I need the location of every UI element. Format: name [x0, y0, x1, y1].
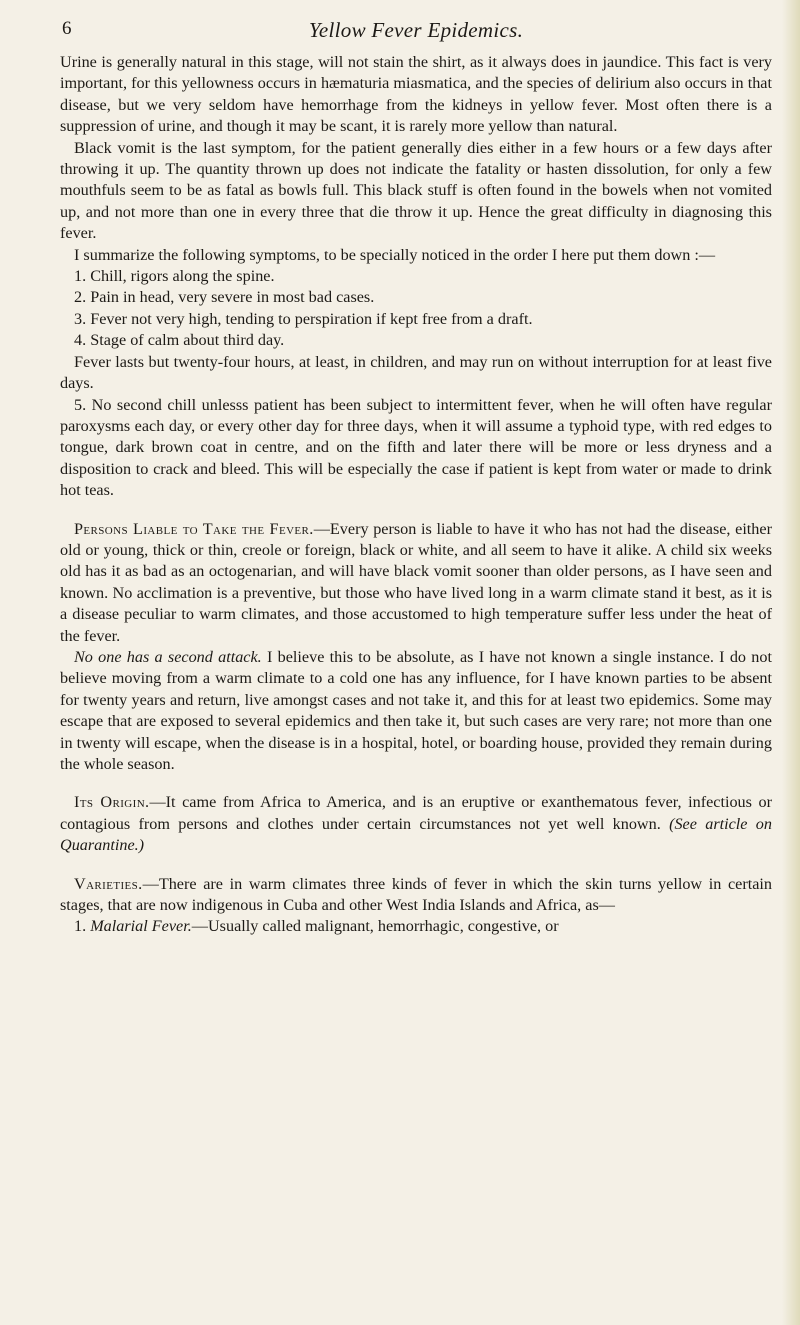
running-head: [60, 18, 772, 52]
paragraph-fever-duration: Fever lasts but twenty-four hours, at least, in children, and may run on without interruption for at least five days.: [60, 352, 772, 393]
section-text-varieties: —There are in warm climates three kinds of fever in which the skin turns yellow in certain stages, that are now indigenous in Cuba and other West India Islands and Africa, as—: [60, 874, 772, 915]
symptom-item-5: 5. No second chill unlesss patient has been subject to intermittent fever, when he will often have regular paroxysms each day, or every other day for three days, when it will assume a typhoid type, with red edges to tongue, dark brown coat in centre, and on the fifth and later there will be more or less dryness and a disposition to crack and bleed. This will be especially the case if patient is kept from water or made to drink hot teas.: [60, 395, 772, 500]
page-edge-discoloration: [782, 0, 800, 1325]
section-heading-varieties: Varieties.: [74, 874, 143, 893]
second-attack-italic: No one has a second attack.: [74, 647, 262, 666]
section-text-persons-liable: —Every person is liable to have it who has not had the disease, either old or young, thick or thin, creole or foreign, black or white, and all seem to have it alike. A child six weeks old has it as bad as an octogenarian, and will have black vomit sooner than older persons, as I have seen and known. No acclimation is a preventive, but those who have lived long in a warm climate stand it best, as it is a disease peculiar to warm climates, and those accustomed to high temperature suffer less under the heat of the fever.: [60, 519, 772, 645]
variety-item-1: [60, 916, 772, 937]
symptom-item-3: 3. Fever not very high, tending to perspiration if kept free from a draft.: [74, 309, 533, 328]
running-title: Yellow Fever Epidemics.: [308, 18, 524, 42]
variety-name-malarial: Malarial Fever.: [90, 917, 192, 936]
page-number: 6: [62, 18, 72, 39]
variety-number: 1.: [74, 917, 91, 936]
body-text: [60, 52, 772, 938]
quarantine-reference: (See article on Quarantine.): [60, 814, 772, 855]
paragraph-summary-intro: I summarize the following symptoms, to be specially noticed in the order I here put them down :—: [74, 245, 716, 264]
section-text-origin: —It came from Africa to America, and is an eruptive or exanthematous fever, infectious or contagious from persons and clothes under certain circumstances not yet well known.: [60, 793, 772, 833]
section-persons-liable: [60, 519, 772, 647]
second-attack-text: I believe this to be absolute, as I have not known a single instance. I do not believe moving from a warm climate to a cold one has any influence, for I have known parties to be absent for twenty years and return, live amongst cases and not take it, and this for at least two epidemics. Some may escape that are exposed to several epidemics and then take it, but such cases are very rare; not more than one in twenty will escape, when the disease is in a hospital, hotel, or boarding house, provided they remain during the whole season.: [60, 647, 772, 773]
book-page: [60, 18, 772, 938]
symptom-item-2: 2. Pain in head, very severe in most bad cases.: [74, 288, 375, 307]
section-origin: [60, 792, 772, 856]
section-heading-origin: Its Origin.: [74, 793, 150, 812]
section-varieties: [60, 874, 772, 917]
paragraph-urine: Urine is generally natural in this stage, will not stain the shirt, as it always does in jaundice. This fact is very important, for this yellowness occurs in hæmaturia miasmatica, and the species of delirium also occurs in that disease, but we very seldom have hemorrhage from the kidneys in yellow fever. Most often there is a suppression of urine, and though it may be scant, it is rarely more yellow than natural.: [60, 53, 772, 136]
variety-text: —Usually called malignant, hemorrhagic, congestive, or: [191, 917, 559, 936]
paragraph-black-vomit: Black vomit is the last symptom, for the patient generally dies either in a few hours or a few days after throwing it up. The quantity thrown up does not indicate the fatality or hasten dissolution, for only a few mouthfuls seem to be as fatal as bowls full. This black stuff is often found in the bowels when not vomited up, and not more than one in every three that die throw it up. Hence the great difficulty in diagnosing this fever.: [60, 138, 772, 243]
section-heading-persons-liable: Persons Liable to Take the Fever.: [74, 519, 314, 538]
symptom-item-1: 1. Chill, rigors along the spine.: [74, 267, 275, 286]
paragraph-second-attack: [60, 647, 772, 775]
symptom-item-4: 4. Stage of calm about third day.: [74, 331, 285, 350]
